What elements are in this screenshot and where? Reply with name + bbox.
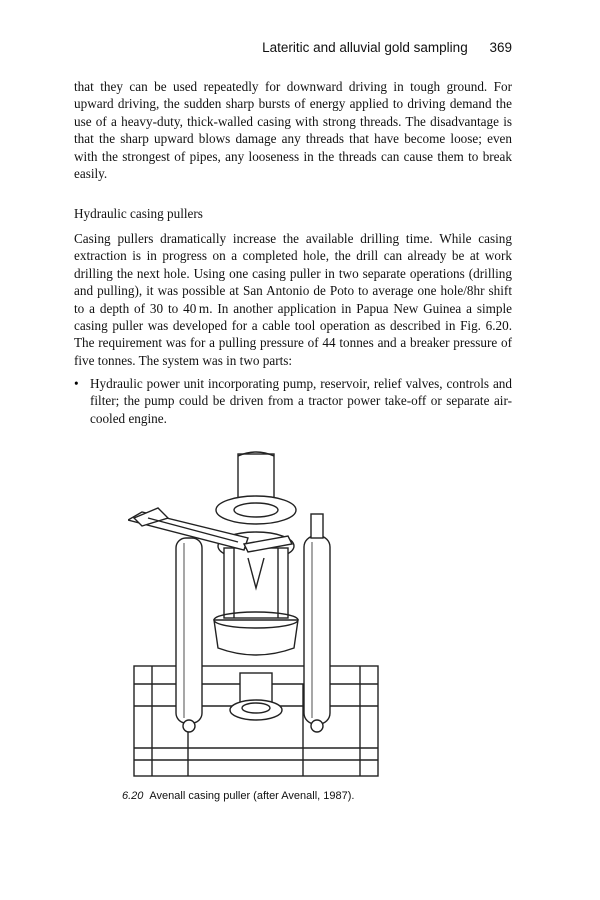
puller-frame [214, 548, 298, 655]
figure-caption-text: Avenall casing puller (after Avenall, 1987). [149, 790, 355, 802]
page-number: 369 [489, 40, 512, 55]
section-heading: Hydraulic casing pullers [74, 206, 203, 221]
left-hydraulic-cylinder [176, 538, 202, 732]
bullet-marker: • [74, 376, 79, 391]
figure-number: 6.20 [122, 790, 144, 802]
paragraph-casing-pullers: Casing pullers dramatically increase the available drilling time. While casing extraction is in progress on a completed hole, the drill can already be at work drilling the next hole. Using one casing puller in two separate operations (drilling and pulling), it was possible at San Antonio de Poto to average one hole/8hr shift to a depth of 30 to 40 m. In another application in Papua New Guinea a simple casing puller was developed for a cable tool operation as described in Fig. 6.20. The requirement was for a pulling pressure of 44 tonnes and a breaker pressure of five tonnes. The system was in two parts: [74, 231, 512, 368]
lower-jaw [230, 700, 282, 720]
running-head [262, 40, 512, 55]
casing-puller-figure [128, 448, 388, 784]
figure-caption [122, 790, 354, 802]
right-hydraulic-cylinder [304, 514, 330, 732]
bullet-text: Hydraulic power unit incorporating pump, reservoir, relief valves, controls and filter; the pump could be driven from a tractor power take-off or separate air-cooled engine. [90, 376, 512, 426]
running-head-title: Lateritic and alluvial gold sampling [262, 40, 468, 55]
paragraph-threads: that they can be used repeatedly for downward driving in tough ground. For upward driving, the sudden sharp bursts of energy applied to driving demand the use of a heavy-duty, thick-walled casing with strong threads. The disadvantage is that the sharp upward blows damage any threads that have become loose; even with the strongest of pipes, any looseness in the threads can cause them to break easily. [74, 79, 512, 182]
